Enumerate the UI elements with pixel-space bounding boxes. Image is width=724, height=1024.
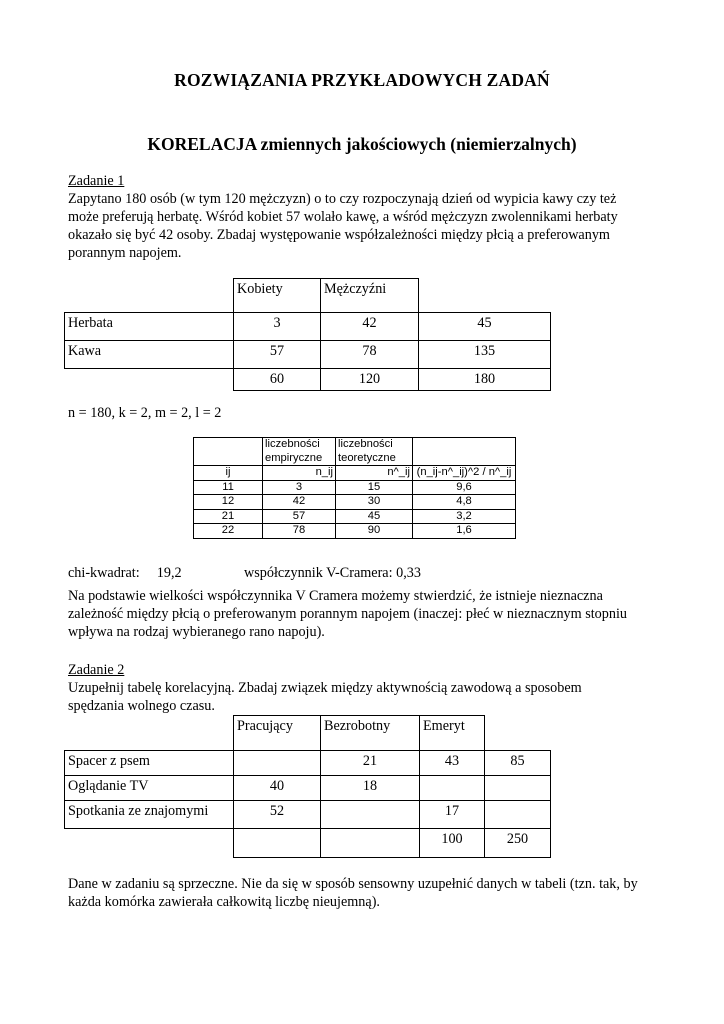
table-cell: 1,6	[413, 524, 516, 539]
total-cell: 250	[485, 829, 551, 858]
total-cell: 120	[321, 369, 419, 391]
chi-square-value: 19,2	[156, 565, 182, 581]
table-cell: 42	[263, 495, 336, 510]
task2-text-line: Uzupełnij tabelę korelacyjną. Zbadaj związek między aktywnością zawodową a sposobem	[68, 680, 582, 696]
calc-header	[413, 438, 516, 466]
calc-header: liczebności empiryczne	[263, 438, 336, 466]
task1-text-line: porannym napojem.	[68, 245, 182, 261]
calc-header: n_ij	[263, 466, 336, 481]
table-cell: 18	[321, 776, 420, 801]
table-cell: 40	[234, 776, 321, 801]
total-cell: 100	[420, 829, 485, 858]
task2-text-line: spędzania wolnego czasu.	[68, 698, 215, 714]
row-label: Kawa	[65, 341, 234, 369]
task1-params: n = 180, k = 2, m = 2, l = 2	[68, 405, 222, 421]
calc-header: ij	[194, 466, 263, 481]
table-cell: 15	[336, 480, 413, 495]
column-header: Pracujący	[234, 716, 321, 751]
table-row	[194, 509, 516, 524]
page-subtitle: KORELACJA zmiennych jakościowych (niemierzalnych)	[147, 134, 577, 154]
total-cell: 180	[419, 369, 551, 391]
table-cell: 3	[263, 480, 336, 495]
table-row	[194, 480, 516, 495]
task2-conclusion-line: każda komórka zawierała całkowitą liczbę nieujemną).	[68, 894, 380, 910]
table-cell: 78	[321, 341, 419, 369]
table-cell: 45	[336, 509, 413, 524]
task1-conclusion-line: Na podstawie wielkości współczynnika V Cramera możemy stwierdzić, że istnieje nieznaczna	[68, 588, 603, 604]
page-title: ROZWIĄZANIA PRZYKŁADOWYCH ZADAŃ	[174, 70, 550, 90]
column-header: Mężczyźni	[321, 279, 419, 313]
table-cell: 78	[263, 524, 336, 539]
table-cell: 3	[234, 313, 321, 341]
cramer-value: 0,33	[396, 565, 421, 581]
task1-text-line: Zapytano 180 osób (w tym 120 mężczyzn) o to czy rozpoczynają dzień od wypicia kawy czy też	[68, 191, 617, 207]
table-cell: 4,8	[413, 495, 516, 510]
calc-header: n^_ij	[336, 466, 413, 481]
table-cell	[485, 776, 551, 801]
table-cell	[420, 776, 485, 801]
table-cell: 57	[263, 509, 336, 524]
table-cell: 11	[194, 480, 263, 495]
task2-correlation-table	[64, 715, 551, 858]
table-row	[65, 801, 551, 829]
totals-row	[65, 829, 551, 858]
calc-header: liczebności teoretyczne	[336, 438, 413, 466]
task2-conclusion-line: Dane w zadaniu są sprzeczne. Nie da się w sposób sensowny uzupełnić danych w tabeli (tzn. tak, by	[68, 876, 638, 892]
task2-heading: Zadanie 2	[68, 662, 125, 678]
table-cell: 85	[485, 751, 551, 776]
table-cell	[485, 801, 551, 829]
table-cell	[234, 751, 321, 776]
table-cell: 135	[419, 341, 551, 369]
table-row	[65, 341, 551, 369]
table-cell: 17	[420, 801, 485, 829]
table-cell: 45	[419, 313, 551, 341]
task1-conclusion-line: zależność między płcią o preferowanym porannym napojem (inaczej: płeć w nieznacznym stopniu	[68, 606, 627, 622]
table-cell: 22	[194, 524, 263, 539]
table-cell: 21	[321, 751, 420, 776]
total-cell	[321, 829, 420, 858]
table-cell: 57	[234, 341, 321, 369]
task1-conclusion-line: wpływa na rodzaj wybieranego rano napoju).	[68, 624, 325, 640]
chi-square-label: chi-kwadrat:	[68, 565, 140, 581]
table-cell: 12	[194, 495, 263, 510]
task1-text-line: może preferują herbatę. Wśród kobiet 57 wolało kawę, a wśród mężczyzn zwolennikami herbaty	[68, 209, 618, 225]
task1-heading: Zadanie 1	[68, 173, 125, 189]
task1-contingency-table	[64, 278, 551, 391]
table-row	[65, 751, 551, 776]
cramer-label: współczynnik V-Cramera:	[244, 565, 393, 581]
table-cell: 52	[234, 801, 321, 829]
table-cell	[321, 801, 420, 829]
row-label: Spacer z psem	[65, 751, 234, 776]
table-cell: 30	[336, 495, 413, 510]
table-cell: 9,6	[413, 480, 516, 495]
table-cell: 42	[321, 313, 419, 341]
calc-header: (n_ij-n^_ij)^2 / n^_ij	[413, 466, 516, 481]
table-cell: 90	[336, 524, 413, 539]
calc-header	[194, 438, 263, 466]
column-header: Kobiety	[234, 279, 321, 313]
table-row	[194, 524, 516, 539]
row-label: Herbata	[65, 313, 234, 341]
table-row	[65, 776, 551, 801]
row-label: Spotkania ze znajomymi	[65, 801, 234, 829]
table-cell: 21	[194, 509, 263, 524]
row-label: Oglądanie TV	[65, 776, 234, 801]
task1-text-line: okazało się być 42 osoby. Zbadaj występowanie współzależności między płcią a preferowanym	[68, 227, 610, 243]
table-cell: 3,2	[413, 509, 516, 524]
task1-calc-table	[193, 437, 516, 539]
column-header: Bezrobotny	[321, 716, 420, 751]
table-row	[194, 495, 516, 510]
column-header: Emeryt	[420, 716, 485, 751]
table-row	[65, 313, 551, 341]
table-cell: 43	[420, 751, 485, 776]
total-cell: 60	[234, 369, 321, 391]
totals-row	[65, 369, 551, 391]
total-cell	[234, 829, 321, 858]
